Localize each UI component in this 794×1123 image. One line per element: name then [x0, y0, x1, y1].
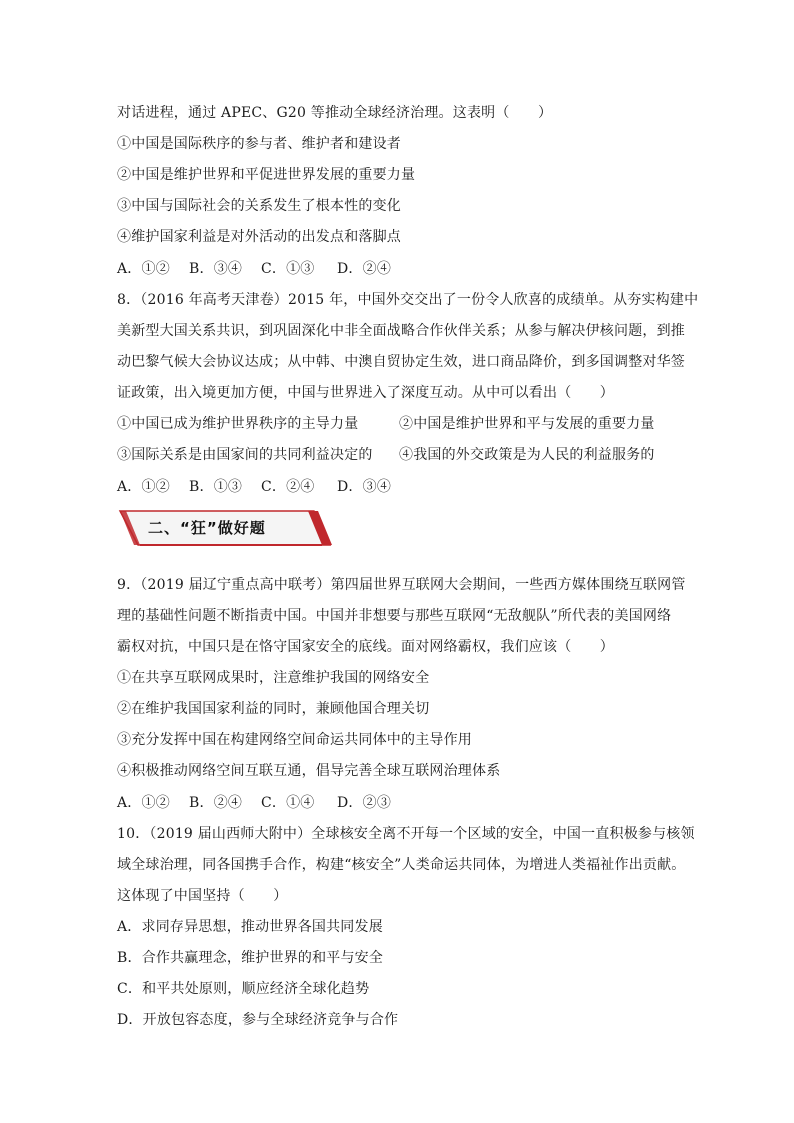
q7-choice-a: A．①② [117, 261, 170, 277]
q7-choices [117, 258, 677, 280]
q9-option-1: ①在共享互联网成果时，注意维护我国的网络安全 [117, 670, 430, 686]
q8-stem-line-1: 8．（2016 年高考天津卷）2015 年，中国外交交出了一份令人欣喜的成绩单。从夯实构建中 [117, 292, 699, 308]
q10-option-c: C．和平共处原则，顺应经济全球化趋势 [117, 981, 370, 997]
q9-choice-b: B．②④ [189, 795, 243, 811]
q9-choices [117, 792, 677, 814]
section-title: 二、“狂”做好题 [148, 519, 266, 537]
q8-options-row-1 [117, 413, 677, 435]
q8-option-4: ④我国的外交政策是为人民的利益服务的 [399, 447, 655, 463]
q8-stem-line-2: 美新型大国关系共识，到巩固深化中非全面战略合作伙伴关系；从参与解决伊核问题，到推 [117, 323, 685, 339]
q8-stem-line-4: 证政策，出入境更加方便，中国与世界进入了深度互动。从中可以看出（ ） [117, 385, 614, 401]
q10-stem-line-3: 这体现了中国坚持（ ） [117, 888, 288, 904]
q9-stem-line-1: 9．（2019 届辽宁重点高中联考）第四届世界互联网大会期间，一些西方媒体围绕互联网管 [117, 577, 686, 593]
q8-choice-d: D．③④ [337, 479, 392, 495]
q8-choice-a: A．①② [117, 479, 170, 495]
q8-choice-c: C．②④ [261, 479, 315, 495]
q10-option-b: B．合作共赢理念，维护世界的和平与安全 [117, 950, 384, 966]
q7-option-4: ④维护国家利益是对外活动的出发点和落脚点 [117, 229, 401, 245]
q10-option-a: A．求同存异思想，推动世界各国共同发展 [117, 919, 383, 935]
q7-choice-c: C．①③ [261, 261, 315, 277]
q7-stem-end: 对话进程，通过 APEC、G20 等推动全球经济治理。这表明（ ） [117, 105, 553, 121]
q7-choice-d: D．②④ [337, 261, 392, 277]
q9-option-2: ②在维护我国国家利益的同时，兼顾他国合理关切 [117, 701, 430, 717]
q8-option-1: ①中国已成为维护世界秩序的主导力量 [117, 416, 359, 432]
q8-stem-line-3: 动巴黎气候大会协议达成；从中韩、中澳自贸协定生效，进口商品降价，到多国调整对华签 [117, 354, 685, 370]
q9-choice-c: C．①④ [261, 795, 315, 811]
q9-stem-line-3: 霸权对抗，中国只是在恪守国家安全的底线。面对网络霸权，我们应该（ ） [117, 639, 614, 655]
q10-stem-line-1: 10．（2019 届山西师大附中）全球核安全离不开每一个区域的安全，中国一直积极参与核领 [117, 826, 695, 842]
q10-option-d: D．开放包容态度，参与全球经济竞争与合作 [117, 1012, 399, 1028]
q8-options-row-2 [117, 444, 677, 466]
q8-option-2: ②中国是维护世界和平与发展的重要力量 [399, 416, 655, 432]
q9-stem-line-2: 理的基础性问题不断指责中国。中国并非想要与那些互联网“无敌舰队”所代表的美国网络 [117, 608, 672, 624]
q8-option-3: ③国际关系是由国家间的共同利益决定的 [117, 447, 373, 463]
q7-option-3: ③中国与国际社会的关系发生了根本性的变化 [117, 198, 401, 214]
q8-choice-b: B．①③ [189, 479, 243, 495]
section-banner [118, 509, 332, 547]
q9-option-4: ④积极推动网络空间互联互通，倡导完善全球互联网治理体系 [117, 763, 501, 779]
q7-option-2: ②中国是维护世界和平促进世界发展的重要力量 [117, 167, 416, 183]
q9-option-3: ③充分发挥中国在构建网络空间命运共同体中的主导作用 [117, 732, 472, 748]
q9-choice-a: A．①② [117, 795, 170, 811]
q7-option-1: ①中国是国际秩序的参与者、维护者和建设者 [117, 136, 401, 152]
q9-choice-d: D．②③ [337, 795, 392, 811]
q10-stem-line-2: 域全球治理，同各国携手合作，构建“核安全”人类命运共同体，为增进人类福祉作出贡献。 [117, 857, 686, 873]
q7-choice-b: B．③④ [189, 261, 243, 277]
q8-choices [117, 476, 677, 498]
